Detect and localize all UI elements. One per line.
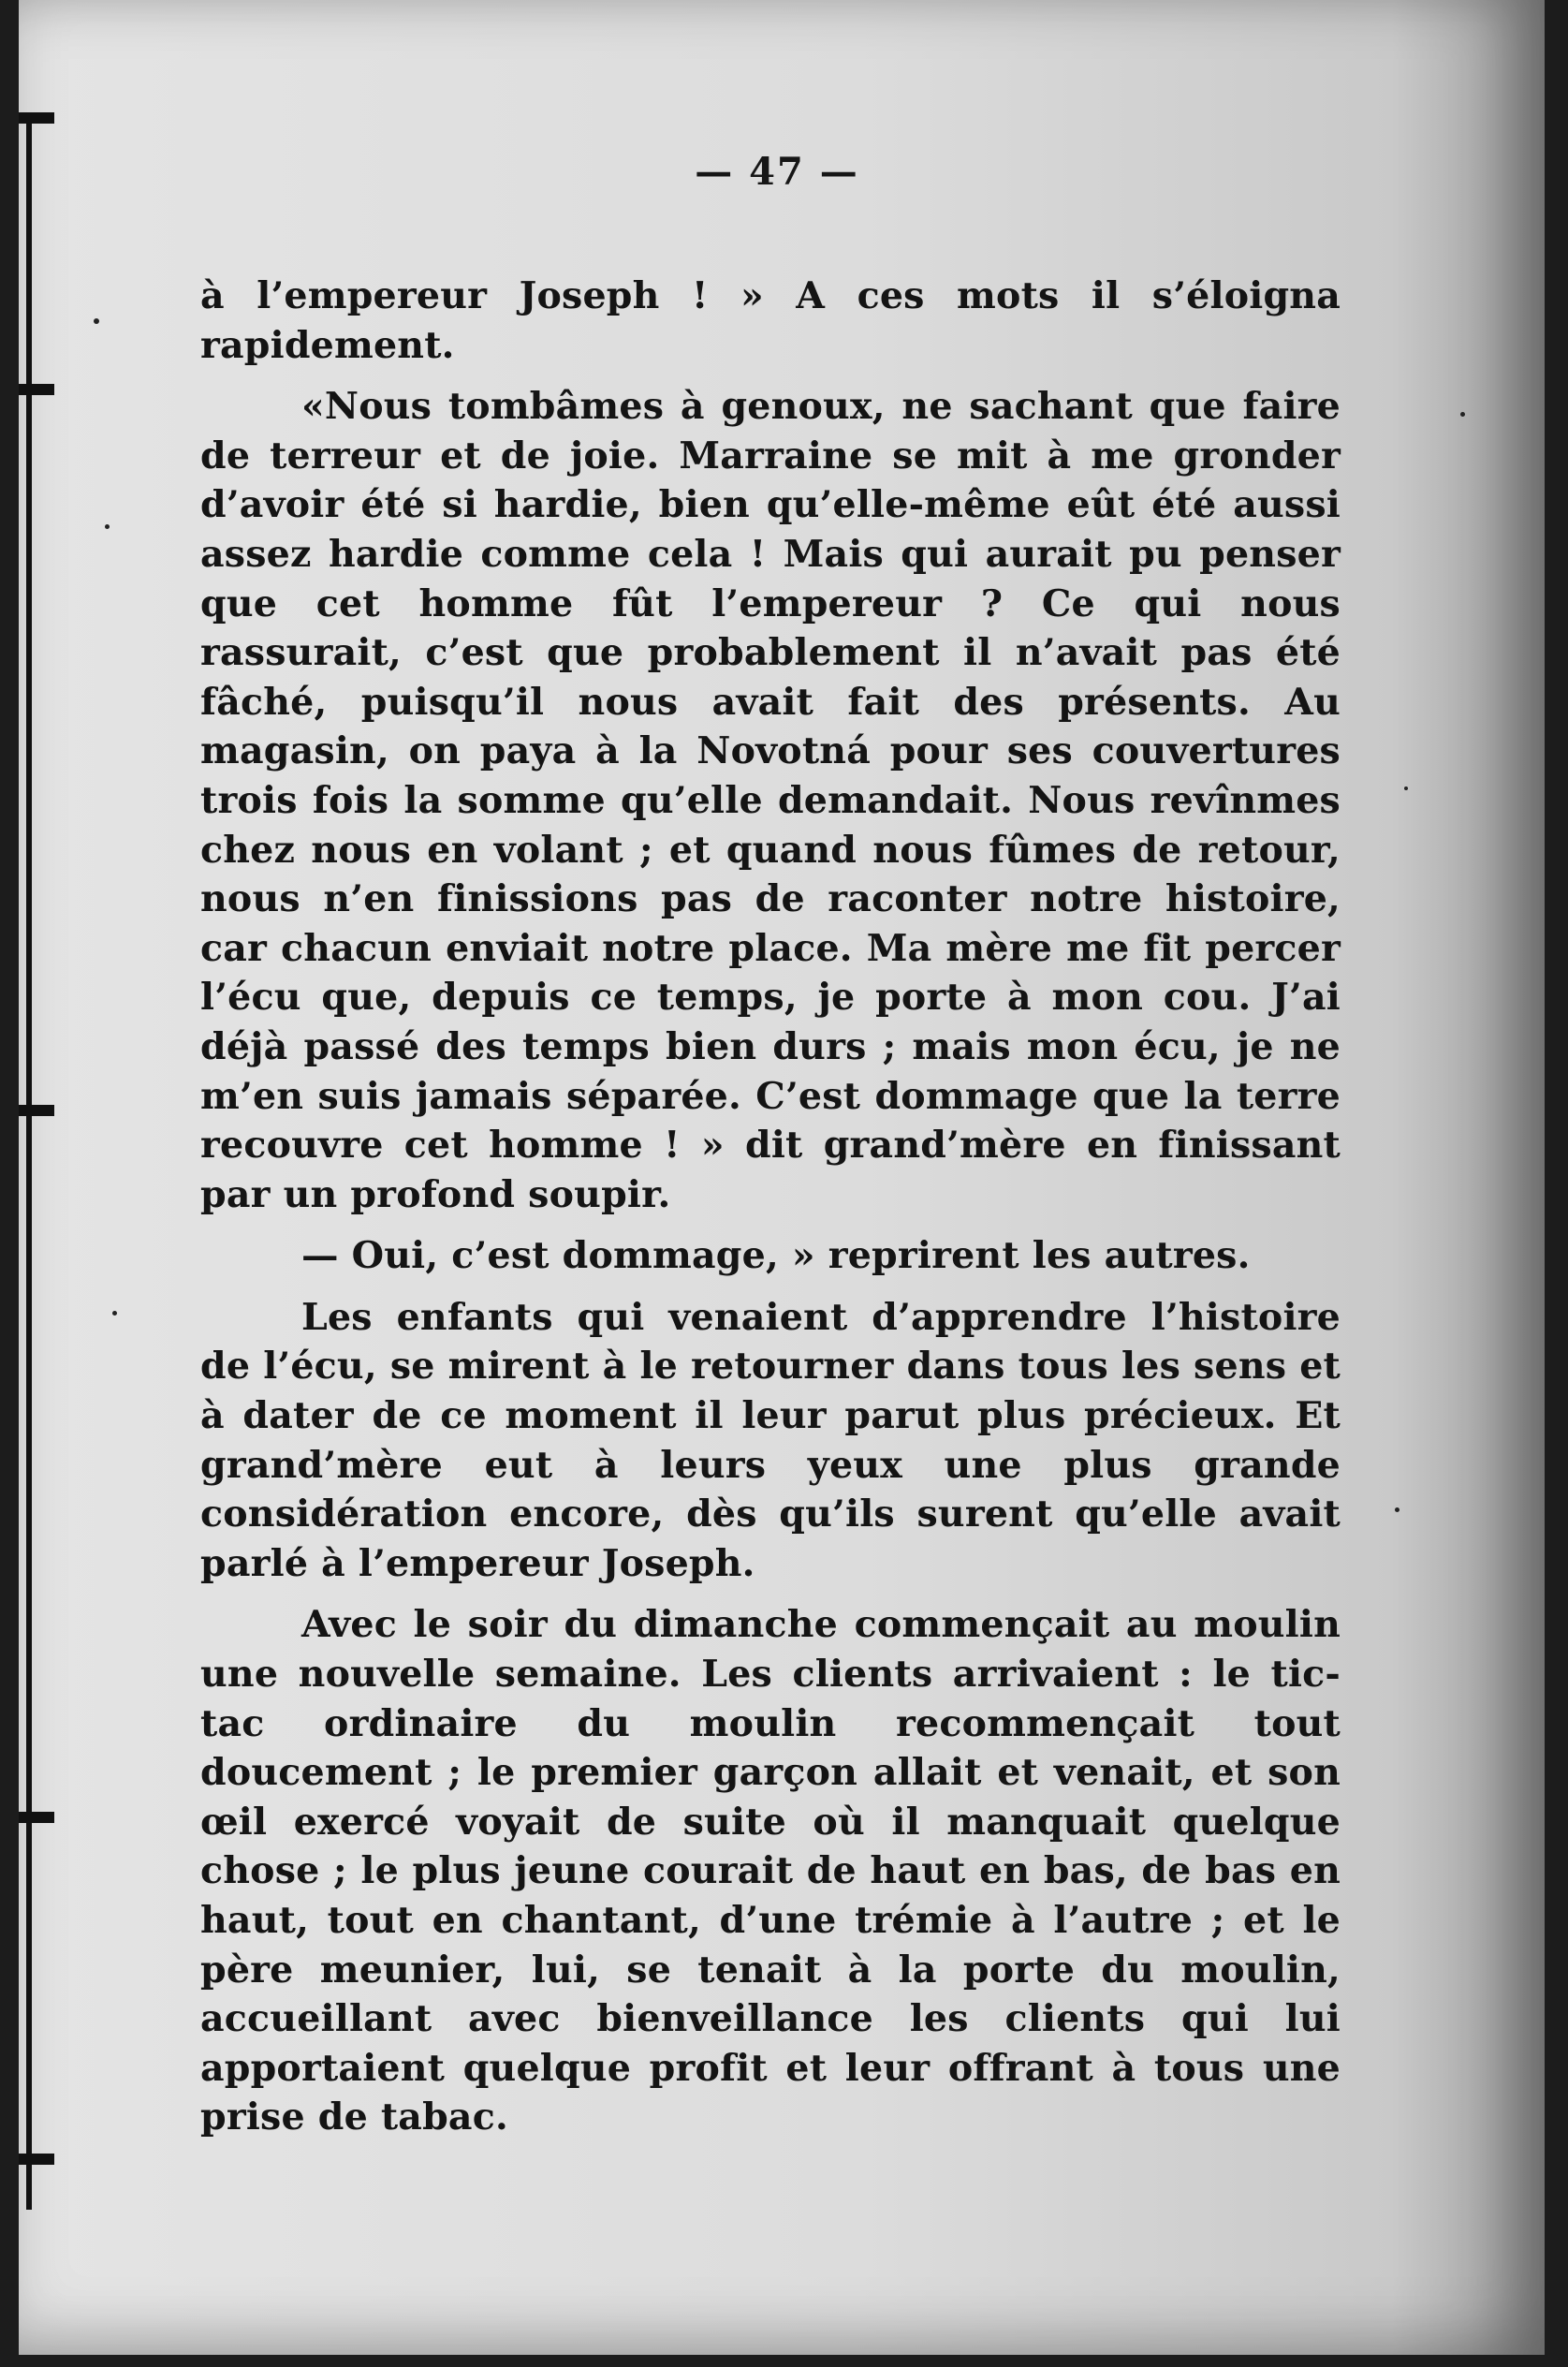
print-speck (1404, 787, 1408, 790)
binding-stitch (19, 2154, 54, 2165)
paragraph: Avec le soir du dimanche commençait au moulin une nouvelle semaine. Les clients arrivaient : le tic-tac ordinaire du moulin recommençait tout doucement ; le premier garçon allait et venait, et son œil exercé voyait de suite où il manquait quelque chose ; le plus jeune courait de haut en bas, de bas en haut, tout en chantant, d’une trémie à l’autre ; et le père meunier, lui, se tenait à la porte du moulin, accueillant avec bienveillance les clients qui lui apportaient quelque profit et leur offrant à tous une prise de tabac. (200, 1603, 1341, 2139)
print-speck (112, 1311, 117, 1316)
print-speck (105, 524, 110, 529)
print-speck (1460, 412, 1465, 417)
paragraph: à l’empereur Joseph ! » A ces mots il s’éloigna rapidement. (200, 274, 1341, 367)
paragraph: Les enfants qui venaient d’apprendre l’histoire de l’écu, se mirent à le retourner dans tous les sens et à dater de ce moment il leur parut plus précieux. Et grand’mère eut à leurs yeux une plus grande considération encore, dès qu’ils surent qu’elle avait parlé à l’empereur Joseph. (200, 1295, 1341, 1585)
print-speck (1395, 1507, 1399, 1512)
binding-stitch (19, 1812, 54, 1823)
print-speck (94, 318, 99, 324)
binding-stitch (19, 112, 54, 124)
binding-stitch (19, 384, 54, 395)
paragraph: — Oui, c’est dommage, » reprirent les autres. (301, 1234, 1251, 1278)
binding-stitch (19, 1105, 54, 1116)
page-number: — 47 — (695, 150, 859, 194)
paragraph: «Nous tombâmes à genoux, ne sachant que faire de terreur et de joie. Marraine se mit à me gronder d’avoir été si hardie, bien qu’elle-même eût été aussi assez hardie comme cela ! Mais qui aurait pu penser que cet homme fût l’empereur ? Ce qui nous rassurait, c’est que probablement il n’avait pas été fâché, puisqu’il nous avait fait des présents. Au magasin, on paya à la Novotná pour ses couvertures trois fois la somme qu’elle demandait. Nous revînmes chez nous en volant ; et quand nous fûmes de retour, nous n’en finissions pas de raconter notre histoire, car chacun enviait notre place. Ma mère me fit percer l’écu que, depuis ce temps, je porte à mon cou. J’ai déjà passé des temps bien durs ; mais mon écu, je ne m’en suis jamais séparée. C’est dommage que la terre recouvre cet homme ! » dit grand’mère en finissant par un profond soupir. (200, 385, 1341, 1216)
binding-edge (26, 112, 32, 2210)
body-text (200, 272, 1341, 2142)
